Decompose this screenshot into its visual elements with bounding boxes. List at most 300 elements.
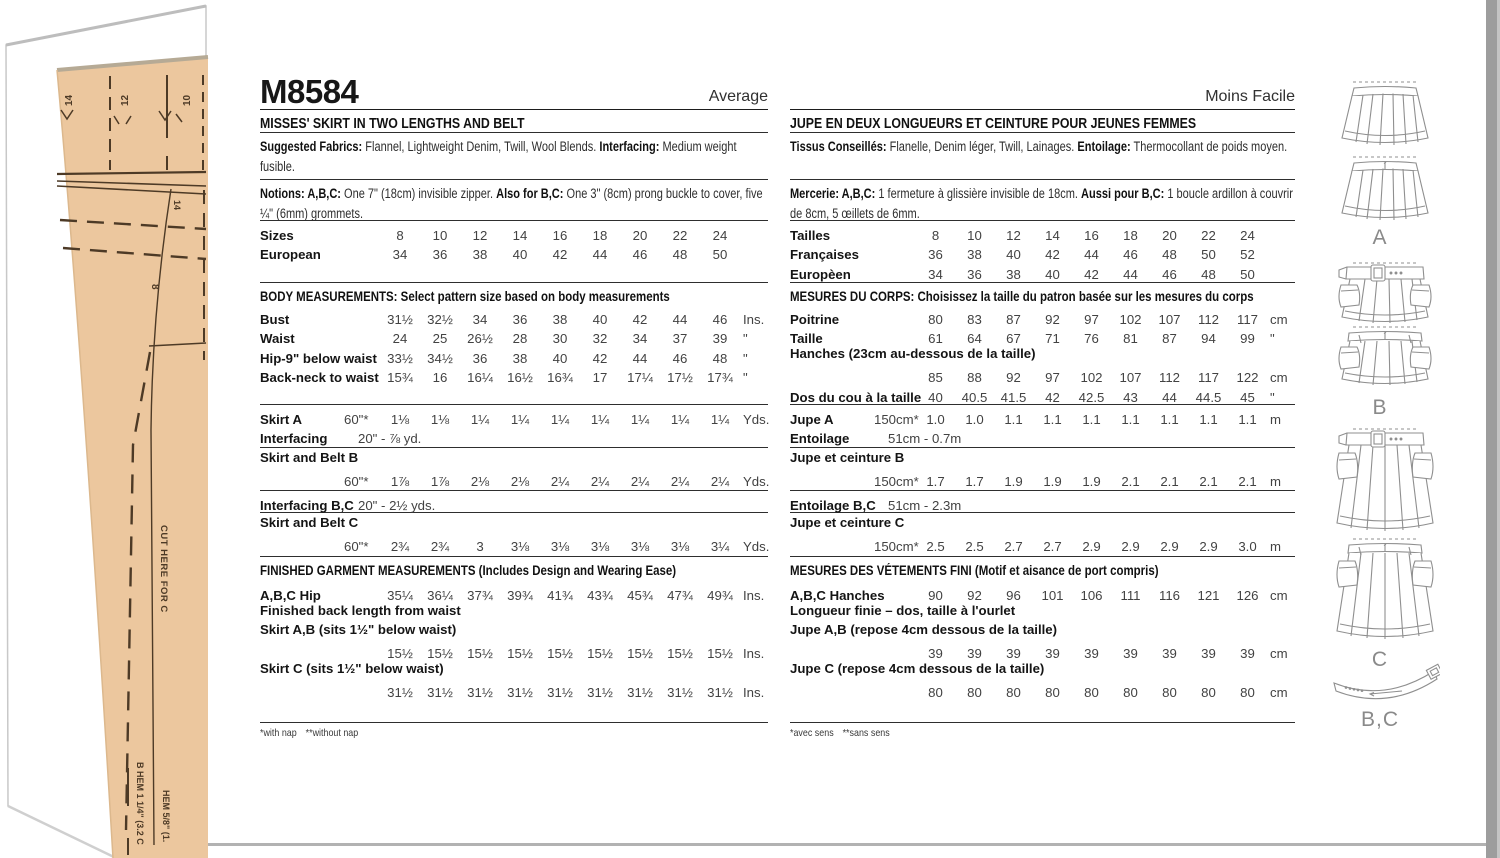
row-label: European	[260, 247, 321, 263]
value-cell: 1¼	[550, 411, 570, 427]
value-cell: 37¾	[467, 587, 493, 603]
table-row	[790, 224, 1295, 244]
value-cell: 46	[712, 311, 728, 327]
paragraph-text	[790, 137, 1294, 157]
value-cell: 38	[552, 311, 568, 327]
value-cell: 15½	[387, 646, 413, 662]
value-cell: 90	[928, 587, 943, 603]
measurement-table	[790, 581, 1295, 701]
table-row	[260, 516, 768, 536]
value-cell: 35¼	[387, 587, 413, 603]
unit-cell: cm	[1270, 646, 1288, 662]
value-cell: 31½	[627, 685, 653, 701]
value-cell: 44.5	[1195, 389, 1222, 405]
table-row	[260, 308, 768, 328]
value-cell: 52	[1240, 247, 1255, 263]
table-row	[260, 471, 768, 491]
value-cell: 92	[1006, 370, 1021, 386]
value-cell: 1.1	[1238, 411, 1257, 427]
sheet-right-edge	[1486, 0, 1497, 858]
value-cell: 39	[712, 331, 728, 347]
panel-title	[260, 110, 768, 133]
table-row	[790, 244, 1295, 264]
unit-cell: "	[743, 350, 748, 366]
value-cell: 15½	[467, 646, 493, 662]
row-label: Hip-9" below waist	[260, 350, 377, 366]
value-cell: 92	[967, 587, 982, 603]
value-cell: 3⅛	[670, 539, 690, 555]
value-cell: 47¾	[667, 587, 693, 603]
value-cell: 43	[1123, 389, 1138, 405]
unit-cell: "	[743, 370, 748, 386]
value-cell: 1.9	[1043, 474, 1062, 490]
unit-cell: "	[743, 331, 748, 347]
value-cell: 85	[928, 370, 943, 386]
value-cell: 76	[1084, 331, 1099, 347]
text-segment: Entoilage:	[1077, 139, 1131, 154]
value-cell: 2.7	[1043, 539, 1062, 555]
row-label: Jupe et ceinture B	[790, 450, 905, 465]
value-cell: 15½	[547, 646, 573, 662]
english-panel	[260, 70, 768, 739]
value-cell: 61	[928, 331, 943, 347]
value-cell: 44	[632, 350, 648, 366]
measurement-table	[790, 221, 1295, 283]
value-cell: 38	[512, 350, 528, 366]
value-cell: 2.1	[1238, 474, 1257, 490]
text-segment: One 7" (18cm) invisible zipper.	[340, 186, 497, 201]
value-cell: 41¾	[547, 587, 573, 603]
row-label: A,B,C Hanches	[790, 587, 885, 603]
panel-title	[790, 110, 1295, 133]
paragraph	[790, 133, 1295, 180]
row-label: Jupe A	[790, 411, 834, 427]
row-label: Poitrine	[790, 311, 840, 327]
english-content	[260, 110, 768, 739]
measurement-table	[260, 305, 768, 405]
value-cell: 14	[512, 227, 528, 243]
value-cell: 83	[967, 311, 982, 327]
value-cell: 2.5	[965, 539, 984, 555]
unit-cell: "	[1270, 331, 1275, 347]
value-cell: 42	[552, 247, 568, 263]
value-cell: 42	[592, 350, 608, 366]
value-cell: 38	[1006, 266, 1021, 282]
unit-cell: m	[1270, 411, 1281, 427]
value-cell: 80	[1162, 685, 1177, 701]
row-span-value: 51cm - 0.7m	[888, 431, 962, 447]
table-row	[790, 516, 1295, 536]
row-label: Skirt and Belt C	[260, 515, 359, 530]
table-row	[260, 536, 768, 556]
value-cell: 117	[1236, 311, 1259, 327]
value-cell: 1.7	[965, 474, 984, 490]
unit-cell: Ins.	[743, 587, 765, 603]
value-cell: 2.1	[1121, 474, 1140, 490]
value-cell: 2¼	[550, 474, 570, 490]
value-cell: 44	[1162, 389, 1177, 405]
value-cell: 112	[1197, 311, 1220, 327]
value-cell: 97	[1045, 370, 1060, 386]
french-header	[790, 70, 1295, 110]
value-cell: 48	[1201, 266, 1216, 282]
text-segment: Also for B,C:	[496, 186, 564, 201]
skirt-a-back-drawing	[1342, 157, 1428, 220]
row-label: Taille	[790, 331, 823, 347]
measurement-table	[260, 221, 768, 283]
value-cell: 1.9	[1004, 474, 1023, 490]
row-label: Skirt and Belt B	[260, 450, 359, 465]
value-cell: 50	[712, 247, 728, 263]
value-cell: 67	[1006, 331, 1021, 347]
value-cell: 40	[512, 247, 528, 263]
value-cell: 34	[928, 266, 943, 282]
row-label: Skirt A,B (sits 1½" below waist)	[260, 622, 457, 637]
value-cell: 121	[1197, 587, 1220, 603]
table-row	[790, 408, 1295, 428]
value-cell: 71	[1045, 331, 1060, 347]
text-segment: Mercerie: A,B,C:	[790, 186, 876, 201]
value-cell: 46	[672, 350, 688, 366]
value-cell: 44	[592, 247, 608, 263]
row-label: A,B,C Hip	[260, 587, 321, 603]
value-cell: 8	[396, 227, 404, 243]
table-row	[790, 471, 1295, 491]
fabric-width: 150cm*	[874, 539, 919, 555]
measurement-table	[260, 491, 768, 513]
text-segment: Interfacing:	[599, 139, 660, 154]
value-cell: 34	[392, 247, 408, 263]
value-cell: 80	[1123, 685, 1138, 701]
text: FINISHED GARMENT MEASUREMENTS (Includes Design and Wearing Ease)	[260, 563, 677, 578]
value-cell: 31½	[587, 685, 613, 701]
value-cell: 10	[432, 227, 448, 243]
view-label-a: A	[1372, 226, 1388, 249]
value-cell: 46	[1123, 247, 1138, 263]
text: *avec sens **sans sens	[790, 727, 890, 739]
english-header	[260, 70, 768, 110]
value-cell: 116	[1158, 587, 1181, 603]
value-cell: 80	[1201, 685, 1216, 701]
value-cell: 32	[592, 331, 608, 347]
value-cell: 40	[1006, 247, 1021, 263]
table-row	[260, 662, 768, 682]
value-cell: 39¾	[507, 587, 533, 603]
row-label: Jupe C (repose 4cm dessous de la taille)	[790, 661, 1045, 676]
value-cell: 15½	[667, 646, 693, 662]
value-cell: 2.7	[1004, 539, 1023, 555]
paragraph-text	[260, 137, 764, 177]
text-segment: Tissus Conseillés:	[790, 139, 887, 154]
row-label: Interfacing	[260, 431, 328, 447]
value-cell: 16	[552, 227, 568, 243]
value-cell: 31½	[547, 685, 573, 701]
value-cell: 39	[1123, 646, 1138, 662]
value-cell: 1¼	[670, 411, 690, 427]
view-label-b: B	[1372, 396, 1388, 419]
table-row	[260, 224, 768, 244]
paragraph-text	[260, 184, 764, 224]
value-cell: 1.1	[1121, 411, 1140, 427]
table-row	[790, 386, 1295, 406]
text: MISSES' SKIRT IN TWO LENGTHS AND BELT	[260, 116, 525, 132]
value-cell: 40	[1045, 266, 1060, 282]
value-cell: 43¾	[587, 587, 613, 603]
value-cell: 112	[1158, 370, 1181, 386]
value-cell: 44	[672, 311, 688, 327]
value-cell: 42	[1045, 389, 1060, 405]
measurement-table	[790, 405, 1295, 448]
value-cell: 80	[1006, 685, 1021, 701]
row-label: Skirt C (sits 1½" below waist)	[260, 661, 444, 676]
value-cell: 39	[1201, 646, 1216, 662]
value-cell: 2.9	[1199, 539, 1218, 555]
unit-cell: Ins.	[743, 646, 765, 662]
tissue-hem-label: HEM 5/8" (1.	[161, 790, 171, 843]
measurement-table	[260, 405, 768, 448]
french-content	[790, 110, 1295, 739]
value-cell: 80	[928, 685, 943, 701]
value-cell: 26½	[467, 331, 493, 347]
value-cell: 36	[928, 247, 943, 263]
value-cell: 2.5	[926, 539, 945, 555]
row-span-value: 51cm - 2.3m	[888, 497, 962, 513]
measurement-table	[790, 305, 1295, 405]
value-cell: 3⅛	[510, 539, 530, 555]
instruction-sheet	[205, 0, 1486, 846]
value-cell: 39	[1240, 646, 1255, 662]
value-cell: 24	[1240, 227, 1255, 243]
tissue-size-label: 14	[172, 200, 182, 211]
value-cell: 87	[1162, 331, 1177, 347]
value-cell: 1⅞	[430, 474, 450, 490]
tissue-size-label: 14	[64, 94, 75, 106]
row-label: Interfacing B,C	[260, 497, 354, 513]
value-cell: 34	[632, 331, 648, 347]
measurement-table	[260, 448, 768, 491]
table-row	[260, 643, 768, 663]
view-label-c: C	[1371, 648, 1389, 671]
row-label: Skirt A	[260, 411, 303, 427]
value-cell: 31½	[387, 685, 413, 701]
value-cell: 22	[672, 227, 688, 243]
unit-cell: cm	[1270, 587, 1288, 603]
fabric-width: 60"*	[344, 474, 369, 490]
table-row	[260, 623, 768, 643]
value-cell: 37	[672, 331, 688, 347]
tissue-size-label: 8	[149, 284, 160, 290]
value-cell: 36	[512, 311, 528, 327]
value-cell: 80	[1045, 685, 1060, 701]
row-label: Tailles	[790, 227, 831, 243]
value-cell: 92	[1045, 311, 1060, 327]
value-cell: 1.1	[1082, 411, 1101, 427]
value-cell: 31½	[507, 685, 533, 701]
table-row	[790, 604, 1295, 624]
value-cell: 10	[967, 227, 982, 243]
value-cell: 2.1	[1199, 474, 1218, 490]
table-row	[790, 263, 1295, 283]
value-cell: 50	[1240, 266, 1255, 282]
value-cell: 15½	[707, 646, 733, 662]
pattern-tissue-scene	[0, 0, 212, 858]
value-cell: 31½	[707, 685, 733, 701]
text-segment: Thermocollant de poids moyen.	[1130, 139, 1288, 154]
value-cell: 122	[1236, 370, 1259, 386]
fabric-width: 60"*	[344, 411, 369, 427]
tissue-size-label: 12	[120, 94, 131, 106]
value-cell: 1¼	[510, 411, 530, 427]
table-row	[260, 367, 768, 387]
footnote-text	[260, 722, 768, 739]
unit-cell: Ins.	[743, 685, 765, 701]
value-cell: 40	[928, 389, 943, 405]
value-cell: 99	[1240, 331, 1255, 347]
value-cell: 8	[931, 227, 940, 243]
table-row	[790, 682, 1295, 702]
value-cell: 3⅛	[550, 539, 570, 555]
skirt-b-back-drawing	[1339, 327, 1431, 385]
value-cell: 40.5	[961, 389, 988, 405]
value-cell: 1¼	[630, 411, 650, 427]
value-cell: 2¼	[630, 474, 650, 490]
value-cell: 45¾	[627, 587, 653, 603]
value-cell: 3⅛	[630, 539, 650, 555]
row-label: Hanches (23cm au-dessous de la taille)	[790, 346, 1036, 361]
table-row	[260, 347, 768, 367]
value-cell: 1.0	[965, 411, 984, 427]
value-cell: 24	[392, 331, 408, 347]
table-row	[790, 308, 1295, 328]
value-cell: 16¼	[467, 370, 493, 386]
value-cell: 44	[1084, 247, 1099, 263]
value-cell: 30	[552, 331, 568, 347]
value-cell: 1¼	[590, 411, 610, 427]
value-cell: 36¼	[427, 587, 453, 603]
text: MESURES DU CORPS: Choisissez la taille du patron basée sur les mesures du corps	[790, 289, 1254, 304]
value-cell: 2⅛	[510, 474, 530, 490]
value-cell: 39	[967, 646, 982, 662]
table-row	[260, 451, 768, 471]
value-cell: 3	[476, 539, 484, 555]
value-cell: 38	[472, 247, 488, 263]
table-row	[790, 536, 1295, 556]
row-label: Françaises	[790, 247, 859, 263]
value-cell: 34½	[427, 350, 453, 366]
value-cell: 40	[552, 350, 568, 366]
value-cell: 81	[1123, 331, 1138, 347]
value-cell: 2¼	[710, 474, 730, 490]
table-row	[790, 428, 1295, 448]
value-cell: 102	[1080, 370, 1103, 386]
value-cell: 31½	[667, 685, 693, 701]
table-row	[260, 494, 768, 514]
text-segment: Aussi pour B,C:	[1081, 186, 1165, 201]
value-cell: 49¾	[707, 587, 733, 603]
table-row	[260, 682, 768, 702]
text-segment: 1 fermeture à glissière invisible de 18cm.	[875, 186, 1082, 201]
text-segment: Flanelle, Denim léger, Twill, Lainages.	[886, 139, 1078, 154]
value-cell: 2⅛	[470, 474, 490, 490]
value-cell: 46	[1162, 266, 1177, 282]
paragraph	[790, 180, 1295, 221]
value-cell: 2¾	[390, 539, 410, 555]
value-cell: 46	[632, 247, 648, 263]
table-row	[260, 328, 768, 348]
value-cell: 32½	[427, 311, 453, 327]
footnote-text	[790, 722, 1295, 739]
row-span-value: 20" - 2½ yds.	[358, 497, 436, 513]
value-cell: 41.5	[1000, 389, 1027, 405]
value-cell: 39	[1084, 646, 1099, 662]
value-cell: 39	[1006, 646, 1021, 662]
value-cell: 31½	[467, 685, 493, 701]
value-cell: 42	[1045, 247, 1060, 263]
table-row	[790, 451, 1295, 471]
paragraph-text	[790, 184, 1294, 224]
value-cell: 3⅛	[590, 539, 610, 555]
table-row	[260, 604, 768, 624]
row-label: Sizes	[260, 227, 294, 243]
value-cell: 39	[1162, 646, 1177, 662]
value-cell: 31½	[427, 685, 453, 701]
value-cell: 20	[1162, 227, 1177, 243]
value-cell: 36	[967, 266, 982, 282]
text-segment: Notions: A,B,C:	[260, 186, 341, 201]
unit-cell: cm	[1270, 370, 1288, 386]
tissue-size-label: 10	[182, 94, 193, 106]
value-cell: 1.0	[926, 411, 945, 427]
value-cell: 22	[1201, 227, 1216, 243]
value-cell: 3¼	[710, 539, 730, 555]
value-cell: 16½	[507, 370, 533, 386]
value-cell: 102	[1119, 311, 1142, 327]
table-row	[260, 428, 768, 448]
table-row	[790, 662, 1295, 682]
value-cell: 12	[472, 227, 488, 243]
value-cell: 1.1	[1043, 411, 1062, 427]
value-cell: 39	[928, 646, 943, 662]
value-cell: 117	[1197, 370, 1220, 386]
value-cell: 24	[712, 227, 728, 243]
row-label: Waist	[260, 331, 295, 347]
value-cell: 16	[1084, 227, 1099, 243]
value-cell: 36	[472, 350, 488, 366]
measurement-table	[260, 581, 768, 701]
unit-cell: Yds.	[743, 539, 770, 555]
table-row	[790, 328, 1295, 348]
value-cell: 1.1	[1160, 411, 1179, 427]
row-label: Entoilage B,C	[790, 497, 876, 513]
value-cell: 1.1	[1199, 411, 1218, 427]
value-cell: 107	[1158, 311, 1181, 327]
unit-cell: cm	[1270, 685, 1288, 701]
value-cell: 16	[432, 370, 448, 386]
value-cell: 80	[1084, 685, 1099, 701]
measurement-table	[790, 491, 1295, 513]
table-row	[260, 584, 768, 604]
pattern-number: M8584	[260, 72, 359, 110]
view-label-bc: B,C	[1360, 708, 1399, 731]
value-cell: 20	[632, 227, 648, 243]
value-cell: 36	[432, 247, 448, 263]
row-span-value: 20" - ⅞ yd.	[358, 431, 422, 447]
value-cell: 2¾	[430, 539, 450, 555]
value-cell: 18	[592, 227, 608, 243]
value-cell: 1¼	[710, 411, 730, 427]
skirt-a-front-drawing	[1342, 82, 1428, 145]
text: JUPE EN DEUX LONGUEURS ET CEINTURE POUR JEUNES FEMMES	[790, 116, 1197, 132]
